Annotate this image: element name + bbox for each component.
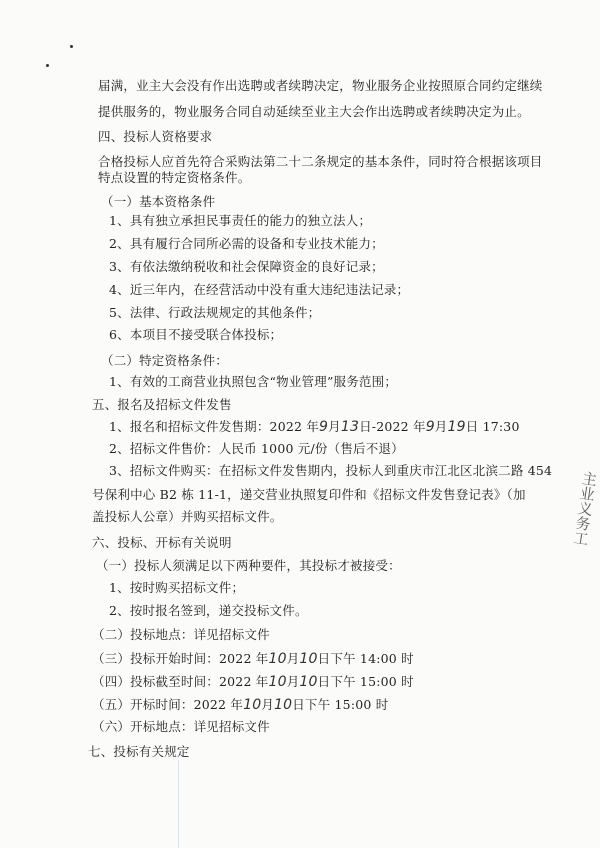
paragraph-line: 届满，业主大会没有作出选聘或者续聘决定，物业服务企业按照原合同约定继续 xyxy=(98,78,543,93)
paragraph-line: 特点设置的特定资格条件。 xyxy=(98,170,251,185)
list-item xyxy=(109,419,520,435)
section-heading: 四、投标人资格要求 xyxy=(98,129,213,144)
handwritten-day: 13 xyxy=(340,419,360,435)
handwritten-day: 19 xyxy=(447,419,466,435)
list-item: 2、具有履行合同所必需的设备和专业技术能力； xyxy=(109,236,384,251)
list-item: 4、近三年内，在经营活动中没有重大违纪违法记录； xyxy=(109,282,410,297)
list-item: 1、具有独立承担民事责任的能力的独立法人； xyxy=(109,213,372,228)
text-segment: 日下午 15:00 时 xyxy=(292,697,389,712)
handwritten-month: 10 xyxy=(243,697,262,713)
paragraph-line: 号保利中心 B2 栋 11-1，递交营业执照复印件和《招标文件发售登记表》（加 xyxy=(92,487,526,502)
list-item: 5、法律、行政法规规定的其他条件； xyxy=(109,305,321,320)
list-item xyxy=(92,651,414,667)
handwritten-month: 10 xyxy=(268,651,287,667)
paragraph-line: 盖投标人公章）并购买招标文件。 xyxy=(92,509,283,524)
list-item: 2、按时报名签到，递交投标文件。 xyxy=(109,603,308,618)
text-segment: （三）投标开始时间：2022 年 xyxy=(92,651,269,666)
list-item: （二）投标地点：详见招标文件 xyxy=(92,627,270,642)
text-segment: 日 17:30 xyxy=(465,419,520,434)
section-heading: 七、投标有关规定 xyxy=(88,744,190,759)
list-item: 1、有效的工商营业执照包含“物业管理”服务范围； xyxy=(109,374,398,389)
handwritten-day: 10 xyxy=(274,697,293,713)
list-item xyxy=(92,674,414,690)
text-segment: 日下午 14:00 时 xyxy=(317,651,414,666)
text-segment: （四）投标截至时间：2022 年 xyxy=(92,674,269,689)
text-segment: 1、报名和招标文件发售期：2022 年 xyxy=(109,419,320,434)
text-segment: 月 xyxy=(328,419,341,434)
scan-fold-line xyxy=(178,760,179,848)
subsection-heading: （一）投标人须满足以下两种要件，其投标才被接受： xyxy=(96,558,401,573)
handwritten-month: 9 xyxy=(319,419,329,435)
handwritten-month: 9 xyxy=(425,419,435,435)
text-segment: 月 xyxy=(286,674,300,689)
text-segment: （五）开标时间：2022 年 xyxy=(92,697,244,712)
seal-stamp-fragment: 主业义务工 xyxy=(570,469,599,547)
text-segment: 月 xyxy=(261,697,275,712)
text-segment: 日-2022 年 xyxy=(359,419,426,434)
list-item: 3、招标文件购买：在招标文件发售期内，投标人到重庆市江北区北滨二路 454 xyxy=(109,463,553,478)
text-segment: 月 xyxy=(434,419,448,434)
text-segment: 月 xyxy=(286,651,300,666)
section-heading: 六、投标、开标有关说明 xyxy=(92,535,232,550)
subsection-heading: （二）特定资格条件： xyxy=(101,353,229,368)
list-item: 2、招标文件售价：人民币 1000 元/份（售后不退） xyxy=(109,441,404,456)
list-item: 3、有依法缴纳税收和社会保障资金的良好记录； xyxy=(109,259,384,274)
section-heading: 五、报名及招标文件发售 xyxy=(92,397,232,412)
text-segment: 日下午 15:00 时 xyxy=(317,674,414,689)
paragraph-line: 合格投标人应首先符合采购法第二十二条规定的基本条件，同时符合根据该项目 xyxy=(98,154,543,169)
handwritten-day: 10 xyxy=(299,674,318,690)
handwritten-day: 10 xyxy=(299,651,318,667)
list-item: 6、本项目不接受联合体投标； xyxy=(109,327,283,342)
paragraph-line: 提供服务的，物业服务合同自动延续至业主大会作出选聘或者续聘决定为止。 xyxy=(98,104,530,119)
list-item xyxy=(92,697,388,713)
list-item: （六）开标地点：详见招标文件 xyxy=(92,719,270,734)
speck-mark xyxy=(70,45,73,48)
subsection-heading: （一）基本资格条件 xyxy=(101,194,216,209)
list-item: 1、按时购买招标文件； xyxy=(109,580,245,595)
handwritten-month: 10 xyxy=(268,674,287,690)
speck-mark xyxy=(46,64,49,67)
